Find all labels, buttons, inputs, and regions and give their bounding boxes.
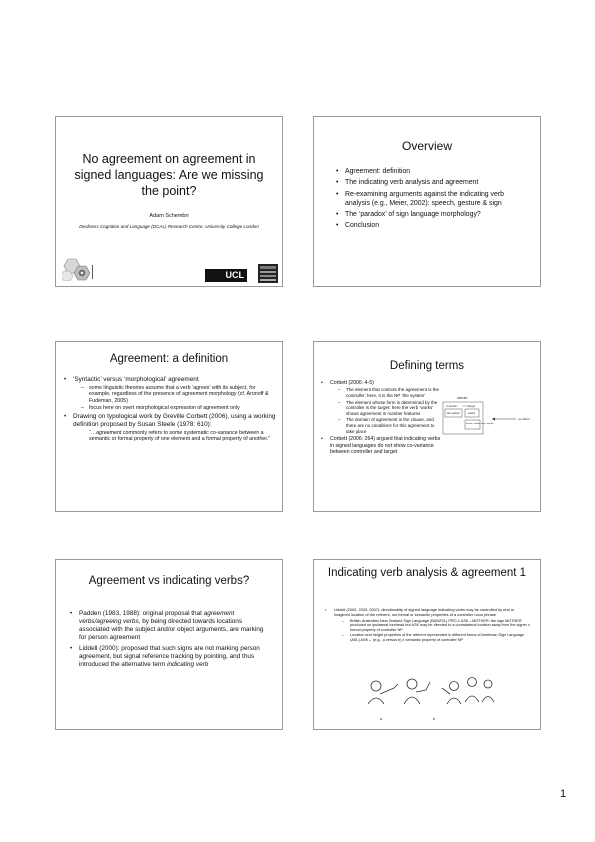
figure-head xyxy=(371,681,381,691)
slide-title xyxy=(55,116,283,287)
list-item-text: ‘Syntactic’ versus ‘morphological’ agreement xyxy=(73,376,199,383)
slide-defining-terms xyxy=(313,341,541,512)
list-item: • Conclusion xyxy=(336,221,530,230)
list-item xyxy=(321,380,443,434)
author-name: Adam Schembri xyxy=(149,213,189,219)
list-item-emphasis: agreement verbs/agreeing verbs xyxy=(79,610,235,625)
list-item xyxy=(64,413,276,442)
sub-list-item xyxy=(330,387,443,398)
slide-agreement-vs-indicating xyxy=(55,559,283,730)
sub-emphasis: target xyxy=(377,405,390,411)
bullet-list xyxy=(70,610,272,672)
figure-arm xyxy=(416,682,430,692)
slide-overview xyxy=(313,116,541,287)
ucl-logo-text: UCL xyxy=(225,270,244,280)
sub-text: : here, it is the NP ‘the system’ xyxy=(364,393,426,398)
sub-list-item: – some linguistic theories assume that a verb ‘agrees’ with its subject, for example, regardless of the presence of agreement morphology (cf. Aronoff & Fudeman, 2005) xyxy=(73,385,276,404)
sub-list-item: – Location and height properties of the referent represented in different forms of American Sign Language (ASL) ASK→ (e.g., a versus b) ≠ semantic property of controller NP xyxy=(334,633,530,642)
quote-item xyxy=(73,430,276,443)
bullet-list xyxy=(336,167,530,232)
quote-emphasis: agreement xyxy=(96,429,122,436)
slide-heading: Overview xyxy=(401,139,452,153)
signer-sketch-illustration xyxy=(354,664,504,724)
sub-emphasis: conditions xyxy=(371,422,392,428)
list-item-emphasis: indicating verb xyxy=(167,661,209,668)
bullet-list xyxy=(325,608,530,645)
sub-list-item: – British-Australian-New Zealand Sign Language (BANZSL) PRO-1 ASK→MOTHER: the sign MOTHER produced on ipsilateral forehead but ASK may be directed to a contralateral location away from the signer ≠ formal property of controller NP xyxy=(334,619,530,633)
slide-agreement-definition xyxy=(55,341,283,512)
sub-text: for this agreement to take place xyxy=(346,422,435,434)
figure-body xyxy=(368,698,384,704)
sub-list-item xyxy=(330,417,443,434)
slide-heading: Agreement vs indicating verbs? xyxy=(88,575,250,587)
figure-body xyxy=(447,698,461,704)
list-item-text: , by being directed towards locations associated with the subject and/or object arguments, are marking for person agreement xyxy=(79,618,264,641)
figure-body xyxy=(465,696,479,702)
quote-text: commonly refers to some systematic co-variance between a semantic or formal property of one element and a formal property of another.” xyxy=(89,429,271,443)
figure-head xyxy=(468,678,477,687)
figure-arm xyxy=(442,688,450,694)
list-item-text: Liddell (2000, 2003, 2007): directionality of signed language indicating verbs may be controlled by real or imagined location of the referent, not formal or semantic properties of a controller noun phrase xyxy=(334,607,515,617)
list-item-text: Liddell (2000): proposed that such signs are not marking person agreement, but signal reference tracking by pointing, and thus introduced the alternative term xyxy=(79,645,260,668)
diagram-target-text: works xyxy=(468,412,476,415)
diagram-domain-label: domain xyxy=(457,396,468,400)
figure-head xyxy=(450,682,459,691)
sub-text: The domain of agreement is the clause, and there are no xyxy=(346,417,434,428)
diagram-controller-label: controller xyxy=(446,404,458,408)
slide-heading: Indicating verb analysis & agreement 1 xyxy=(327,567,527,579)
list-item: • Re-examining arguments against the indicating verb analysis (e.g., Meier, 2002): speech, gesture & sign xyxy=(336,190,530,208)
list-item: • Corbett (2006: 264) argued that indicating verbs in signed languages do not show co-variance between controller and target xyxy=(321,436,443,455)
list-item xyxy=(70,610,272,642)
figure-head xyxy=(407,679,417,689)
sketch-label-b: b xyxy=(433,716,436,721)
crest-logo-icon xyxy=(258,264,278,283)
ucl-logo-icon xyxy=(205,269,247,282)
diagram-feature-text: feature: number value: singular xyxy=(466,423,494,425)
sub-emphasis: controller xyxy=(346,393,365,398)
sub-list-item xyxy=(330,400,443,417)
list-item-text: Drawing on typological work by Greville Corbett (2006), using a working definition proposed by Susan Steele (1978: 610): xyxy=(73,413,276,428)
sub-text: The element whose form is determined by the controller is the xyxy=(346,399,438,411)
list-item xyxy=(70,645,272,669)
bullet-list xyxy=(64,376,276,445)
quote-open: “… xyxy=(89,429,97,436)
slide-indicating-verb-analysis xyxy=(313,559,541,730)
agreement-domain-diagram xyxy=(440,395,536,455)
sub-list-item: – focus here on overt morphological expression of agreement only xyxy=(73,405,276,411)
slide-heading: Defining terms xyxy=(389,360,465,372)
diagram-controller-text: the system xyxy=(447,412,460,415)
sub-text: The element that controls the agreement is the xyxy=(346,387,440,393)
figure-body xyxy=(482,697,494,703)
slide-heading: Agreement: a definition xyxy=(109,353,229,365)
figure-body xyxy=(404,697,420,704)
list-item xyxy=(325,608,530,643)
diagram-target-label: target xyxy=(468,404,476,408)
author-affiliation: Deafness Cognition and Language (DCAL) Research Centre, University College London xyxy=(79,224,259,229)
diagram-condition-label: condition xyxy=(518,417,531,421)
list-item: • The indicating verb analysis and agreement xyxy=(336,178,530,187)
sketch-label-a: a xyxy=(380,716,383,721)
sub-text: : here the verb ‘works’ shows agreement in number features xyxy=(346,405,434,416)
list-item xyxy=(64,376,276,411)
bullet-list xyxy=(321,380,443,457)
figure-head xyxy=(484,680,492,688)
list-item-text: Corbett (2006: 4-5) xyxy=(330,380,374,386)
slide-title-heading: No agreement on agreement in signed languages: Are we missing the point? xyxy=(74,152,264,198)
list-item: • The ‘paradox’ of sign language morphology? xyxy=(336,210,530,219)
dcal-logo-icon xyxy=(62,257,94,281)
list-item-text: Padden (1983, 1988): original proposal that xyxy=(79,610,204,617)
page-number: 1 xyxy=(560,788,567,800)
list-item: • Agreement: definition xyxy=(336,167,530,176)
figure-arm xyxy=(380,684,398,694)
diagram-arrowhead xyxy=(492,418,495,421)
